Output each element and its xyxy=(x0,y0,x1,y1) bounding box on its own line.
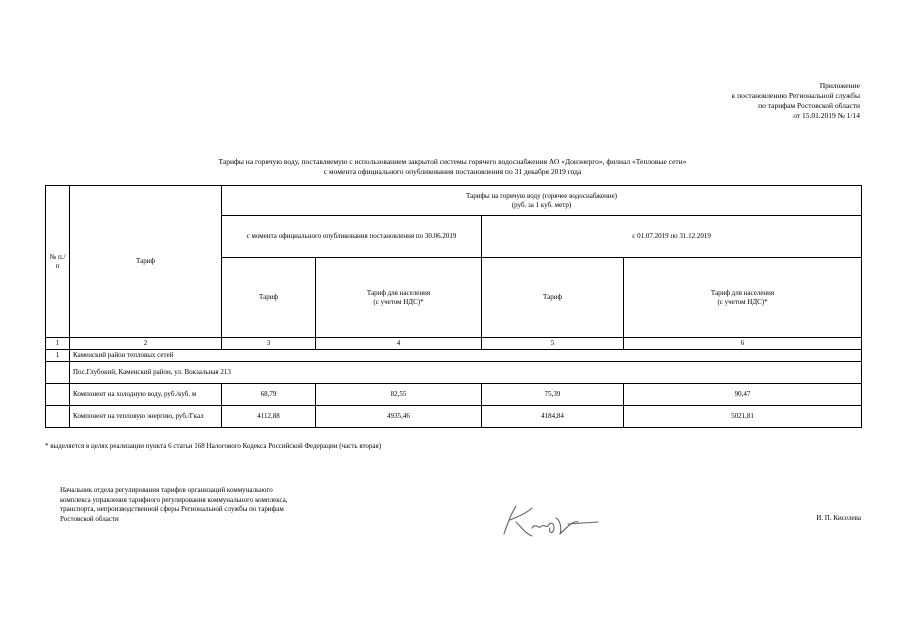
column-number: 5 xyxy=(482,338,624,350)
column-number-row xyxy=(46,338,862,350)
document-title xyxy=(0,157,905,176)
footnote: * выделяется в целях реализации пункта 6 статьи 168 Налогового Кодекса Российской Федерации (часть вторая) xyxy=(45,442,382,450)
appendix-line: Приложение xyxy=(819,81,860,90)
column-number: 6 xyxy=(624,338,862,350)
column-number: 4 xyxy=(316,338,482,350)
tariff-table xyxy=(45,185,862,428)
handwritten-signature xyxy=(498,498,602,542)
section-label: Каменский район тепловых сетей xyxy=(70,350,862,362)
official-position xyxy=(60,486,288,524)
column-number: 3 xyxy=(222,338,316,350)
title-line: с момента официального опубликования постановления по 31 декабря 2019 года xyxy=(323,166,582,176)
empty-cell xyxy=(46,406,70,428)
appendix-line: к постановлению Региональной службы xyxy=(731,91,860,100)
address-row xyxy=(46,362,862,384)
header-tariff: Тариф xyxy=(70,186,222,338)
column-number: 1 xyxy=(46,338,70,350)
empty-cell xyxy=(46,362,70,384)
header-period-1: с момента официального опубликования постановления по 30.06.2019 xyxy=(222,216,482,258)
appendix-header xyxy=(732,81,860,121)
header-population-1 xyxy=(316,258,482,338)
row-value: 4184,84 xyxy=(482,406,624,428)
header-tariff-1: Тариф xyxy=(222,258,316,338)
header-group xyxy=(222,186,862,216)
appendix-line: от 15.01.2019 № 1/14 xyxy=(793,111,860,120)
section-number: 1 xyxy=(46,350,70,362)
official-line: Начальник отдела регулирования тарифов организаций коммунального xyxy=(60,486,273,494)
header-num: № п./п xyxy=(46,186,70,338)
header-period-2: с 01.07.2019 по 31.12.2019 xyxy=(482,216,862,258)
row-value: 75,39 xyxy=(482,384,624,406)
official-line: Ростовской области xyxy=(60,514,119,523)
header-group-line: Тарифы на горячую воду (горячее водоснабжение) xyxy=(466,191,618,200)
header-population-line: (с учетом НДС)* xyxy=(717,297,768,306)
table-row xyxy=(46,384,862,406)
header-population-line: Тариф для населения xyxy=(366,288,431,297)
header-population-line: Тариф для населения xyxy=(710,288,775,297)
section-row xyxy=(46,350,862,362)
row-value: 82,55 xyxy=(316,384,482,406)
row-value: 4935,46 xyxy=(316,406,482,428)
official-line: транспорта, непроизводственной сферы Региональной службы по тарифам xyxy=(60,505,284,513)
header-population-line: (с учетом НДС)* xyxy=(373,297,424,306)
row-value: 90,47 xyxy=(624,384,862,406)
column-number: 2 xyxy=(70,338,222,350)
official-line: комплекса управления тарифного регулирования коммунального комплекса, xyxy=(60,495,288,504)
signer-name: И. П. Киселева xyxy=(816,514,861,522)
title-line: Тарифы на горячую воду, поставляемую с использованием закрытой системы горячего водоснабжения АО «Донэнерго», филиал «Тепловые сети» xyxy=(218,157,687,166)
table-row xyxy=(46,406,862,428)
appendix-line: по тарифам Ростовской области xyxy=(758,101,860,110)
row-value: 68,79 xyxy=(222,384,316,406)
row-value: 4112,88 xyxy=(222,406,316,428)
header-group-line: (руб. за 1 куб. метр) xyxy=(511,200,572,209)
header-population-2 xyxy=(624,258,862,338)
address-label: Пос.Глубокий, Каменский район, ул. Вокзальная 213 xyxy=(70,362,862,384)
row-value: 5021,81 xyxy=(624,406,862,428)
row-label: Компонент на холодную воду, руб./куб. м xyxy=(70,384,222,406)
empty-cell xyxy=(46,384,70,406)
header-tariff-2: Тариф xyxy=(482,258,624,338)
row-label: Компонент на тепловую энергию, руб./Гкал xyxy=(70,406,222,428)
